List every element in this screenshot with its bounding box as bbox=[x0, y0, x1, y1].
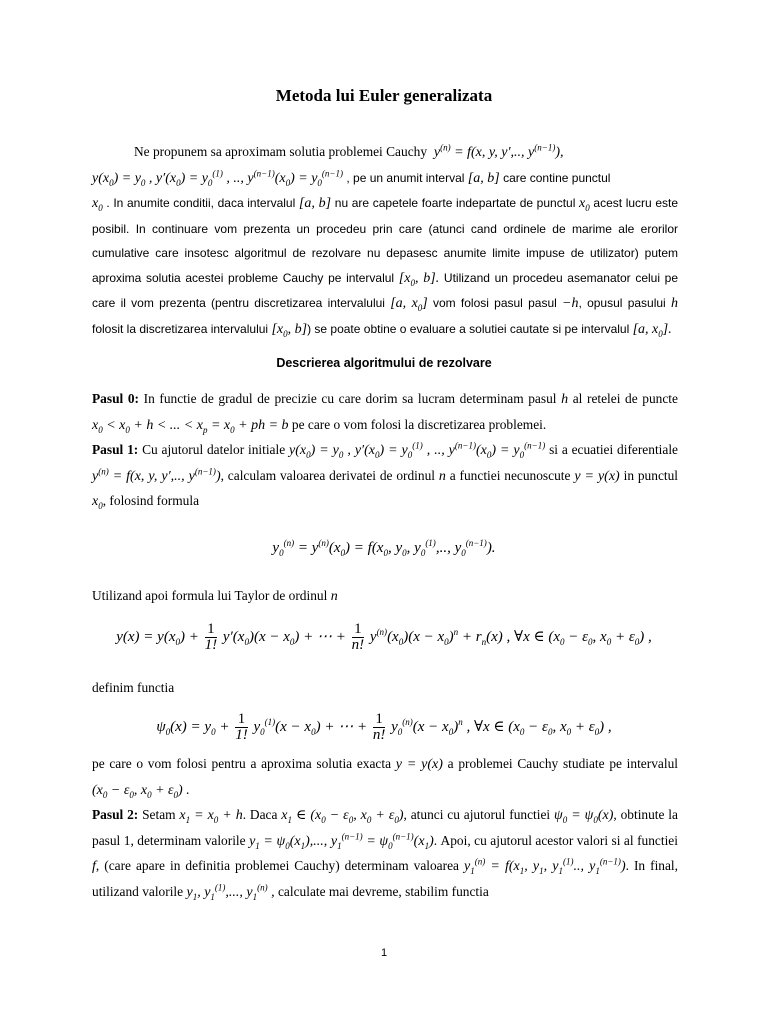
step-0-text-2: al retelei de puncte bbox=[572, 391, 678, 406]
step-1-text-4: a functiei necunoscute bbox=[449, 467, 571, 483]
grid-points-formula: $x_0 < x_0 + h$ < ... < $x_p = x_0$ + ph = b bbox=[92, 417, 289, 435]
step-2-text-7: . In final, utilizand valorile bbox=[92, 858, 679, 899]
y1-values: $y_1 = \psi_0(x_1)$,..., $y_1^{(n-1)} = \psi_0^{(n-1)}(x_1)$ bbox=[249, 830, 434, 851]
interval-ab-2: [a, b] bbox=[298, 196, 332, 211]
step-1-text-6: , folosind formula bbox=[102, 493, 200, 508]
intro-paragraph bbox=[92, 140, 678, 342]
intro-text-11: ) se poate obtine o evaluare a solutiei cautate si pe intervalul bbox=[307, 321, 630, 336]
step-0-text-3: pe care o vom folosi la discretizarea problemei. bbox=[291, 416, 547, 432]
intro-text-10: folosit la discretizarea intervalului bbox=[92, 321, 269, 336]
ode-formula-2: $y^{(n)} = f(x$, y, y′,.., $y^{(n-1)}$) bbox=[92, 465, 221, 484]
step-1-text-3: , calculam valoarea derivatei de ordinul bbox=[220, 467, 436, 483]
section-title: Descrierea algoritmului de rezolvare bbox=[276, 356, 492, 370]
point-x0-3: $x_0$ bbox=[92, 494, 103, 511]
ode-formula: $y^{(n)} = f(x$, y, y′,.., $y^{(n-1)}$), bbox=[430, 142, 564, 160]
step-2: Pasul 2: Setam $x_1 = x_0 + h$. Daca $x_1$ ∈ ($x_0 - \varepsilon_0$, $x_0 + \varepsilon_0$), atunci cu ajutorul functiei $\psi_0 = \psi_0(x)$, obtinute la pasul 1, determinam valorile $y_1 = \psi_0(x_1)$,..., $y_1^{(n-1)} = \psi_0^{(n-1)}(x_1)$. Apoi, cu ajutorul acestor valori si al functiei f, (care apare in definitia problemei Cauchy) determinam valoarea $y_1^{(n)} = f(x_1$, $y_1$, $y_1^{(1)}$.., $y_1^{(n-1)}$). In final, utilizand valorile $y_1$, $y_1^{(1)}$,..., $y_1^{(n)}$ , calculate mai devreme, stabilim functia bbox=[92, 807, 679, 902]
x1-def: $x_1 = x_0 + h$ bbox=[179, 808, 243, 825]
step-0-label: Pasul 0: bbox=[92, 391, 140, 406]
step-2-label: Pasul 2: bbox=[92, 807, 139, 822]
step-0-text-1: In functie de gradul de precizie cu care dorim sa lucram determinam pasul bbox=[143, 391, 557, 406]
initial-data-formula: $y(x_0) = y_0$ , $y'(x_0) = y_0^{(1)}$ , .., $y^{(n-1)}(x_0) = y_0^{(n-1)}$ bbox=[289, 440, 546, 460]
step-2-paragraph bbox=[92, 752, 678, 905]
page-title: Metoda lui Euler generalizata bbox=[275, 86, 493, 105]
interval-a-x0-2: [a, $x_0$]. bbox=[632, 321, 672, 339]
step-h-symbol: h bbox=[561, 392, 569, 407]
psi0-formula: $\psi_0(x) = y_0$ + $\frac{1}{1!}$ $y_0^{(1)}(x - x_0)$ + ⋯ + $\frac{1}{n!}$ $y_0^{(n)}(x - x_0)^n$ , ∀x ∈ ($x_0 - \varepsilon_0$, $x_0 + \varepsilon_0$) , bbox=[156, 711, 612, 743]
neighborhood-interval: ($x_0 - \varepsilon_0$, $x_0 + \varepsilon_0$) . bbox=[92, 782, 190, 800]
step-2-text-5: . Apoi, cu ajutorul acestor valori si al functiei bbox=[433, 832, 678, 848]
derivative-formula: $y_0^{(n)} = y^{(n)}(x_0) = f(x_0$, $y_0$, $y_0^{(1)}$,.., $y_0^{(n-1)}$). bbox=[272, 538, 496, 558]
initial-conditions-formula: $y(x_0) = y_0$ , $y'(x_0) = y_0^{(1)}$ , .., $y^{(n-1)}(x_0) = y_0^{(n-1)}$ bbox=[92, 167, 343, 188]
step-h: h bbox=[670, 296, 678, 311]
interval-x0-b-2: [$x_0$, b] bbox=[271, 321, 308, 339]
unknown-function: y = y(x) bbox=[574, 468, 620, 484]
intro-text-2: , pe un anumit interval bbox=[346, 170, 465, 185]
psi0-def: $\psi_0 = \psi_0(x)$ bbox=[554, 808, 614, 825]
step-1: Pasul 1: Cu ajutorul datelor initiale $y(x_0) = y_0$ , $y'(x_0) = y_0^{(1)}$ , .., $y^{(n-1)}(x_0) = y_0^{(n-1)}$ si a ecuatiei diferentiale $y^{(n)} = f(x$, y, y′,.., $y^{(n-1)}$), calculam valoarea derivatei de ordinul n a functiei necunoscute y = y(x) in punctul $x_0$, folosind formula bbox=[92, 440, 679, 511]
intro-text-3: care contine punctul bbox=[503, 170, 611, 185]
interval-x0-b: [$x_0$, b]. bbox=[398, 270, 440, 288]
define-text: definim functia bbox=[92, 680, 175, 695]
intro-text-5: nu are capetele foarte indepartate de punctul bbox=[334, 196, 576, 210]
step-1-text-2: si a ecuatiei diferentiale bbox=[549, 442, 678, 457]
step-1-text-5: in punctul bbox=[623, 467, 679, 483]
approx-text-1: pe care o vom folosi pentru a aproxima solutia exacta bbox=[92, 756, 392, 771]
interval-ab: [a, b] bbox=[467, 170, 500, 186]
step-0 bbox=[92, 387, 678, 438]
x1-in-interval: $x_1$ ∈ ($x_0 - \varepsilon_0$, $x_0 + \varepsilon_0$) bbox=[281, 808, 404, 825]
step-2-text-4: , obtinute la pasul 1, determinam valorile bbox=[92, 807, 678, 848]
intro-text-1: Ne propunem sa aproximam solutia problemei Cauchy bbox=[134, 144, 428, 159]
steps-paragraph bbox=[92, 387, 678, 515]
step-1-text-1: Cu ajutorul datelor initiale bbox=[142, 442, 286, 457]
y1-list: $y_1$, $y_1^{(1)}$,..., $y_1^{(n)}$ , bbox=[186, 881, 275, 902]
taylor-text: Utilizand apoi formula lui Taylor de ordinul bbox=[92, 588, 328, 603]
intro-text-6: acest lucru este posibil. In continuare vom prezenta un procedeu prin care (atunci cand ordinele de marime ale erorilor cumulative care insotesc algoritmul de rezolvare nu depasesc anumite limite impuse de utilizator) putem aproxima solutia acestei probleme Cauchy pe intervalul bbox=[92, 196, 679, 285]
step-2-text-6: , (care apare in definitia problemei Cauchy) determinam valoarea bbox=[95, 858, 459, 873]
step-2-text-1: Setam bbox=[142, 807, 176, 822]
intro-text-4: . In anumite conditii, daca intervalul bbox=[106, 196, 296, 210]
interval-a-x0: [a, $x_0$] bbox=[390, 296, 428, 313]
step-2-text-2: . Daca bbox=[242, 807, 278, 822]
step-2-text-3: , atunci cu ajutorul functiei bbox=[403, 807, 551, 822]
taylor-line: Utilizand apoi formula lui Taylor de ordinul n bbox=[92, 588, 338, 604]
point-x0-2: $x_0$ bbox=[579, 196, 590, 213]
step-2-text-8: calculate mai devreme, stabilim functia bbox=[277, 883, 489, 899]
taylor-formula: $y(x) = y(x_0)$ + $\frac{1}{1!}$ $y'(x_0)(x - x_0)$ + ⋯ + $\frac{1}{n!}$ $y^{(n)}(x_0)(x - x_0)^n + r_n(x)$ , ∀x ∈ ($x_0 - \varepsilon_0$, $x_0 + \varepsilon_0$) , bbox=[116, 621, 652, 653]
page-number: 1 bbox=[380, 947, 388, 959]
intro-text-7: Utilizand un procedeu asemanator celui pe care il vom prezenta (pentru discretizarea intervalului bbox=[92, 270, 679, 310]
point-x0: $x_0$ bbox=[92, 196, 103, 213]
exact-solution: y = y(x) bbox=[395, 757, 443, 772]
y1-n-value: $y_1^{(n)} = f(x_1$, $y_1$, $y_1^{(1)}$.., $y_1^{(n-1)}$) bbox=[463, 856, 626, 876]
approx-text-2: a problemei Cauchy studiate pe intervalul bbox=[447, 756, 678, 771]
approx-text bbox=[92, 752, 678, 803]
intro-text-9: , opusul pasului bbox=[578, 296, 666, 310]
intro-text-8: vom folosi pasul pasul bbox=[432, 296, 557, 310]
step-1-label: Pasul 1: bbox=[92, 442, 139, 457]
step-minus-h: −h bbox=[562, 296, 579, 311]
